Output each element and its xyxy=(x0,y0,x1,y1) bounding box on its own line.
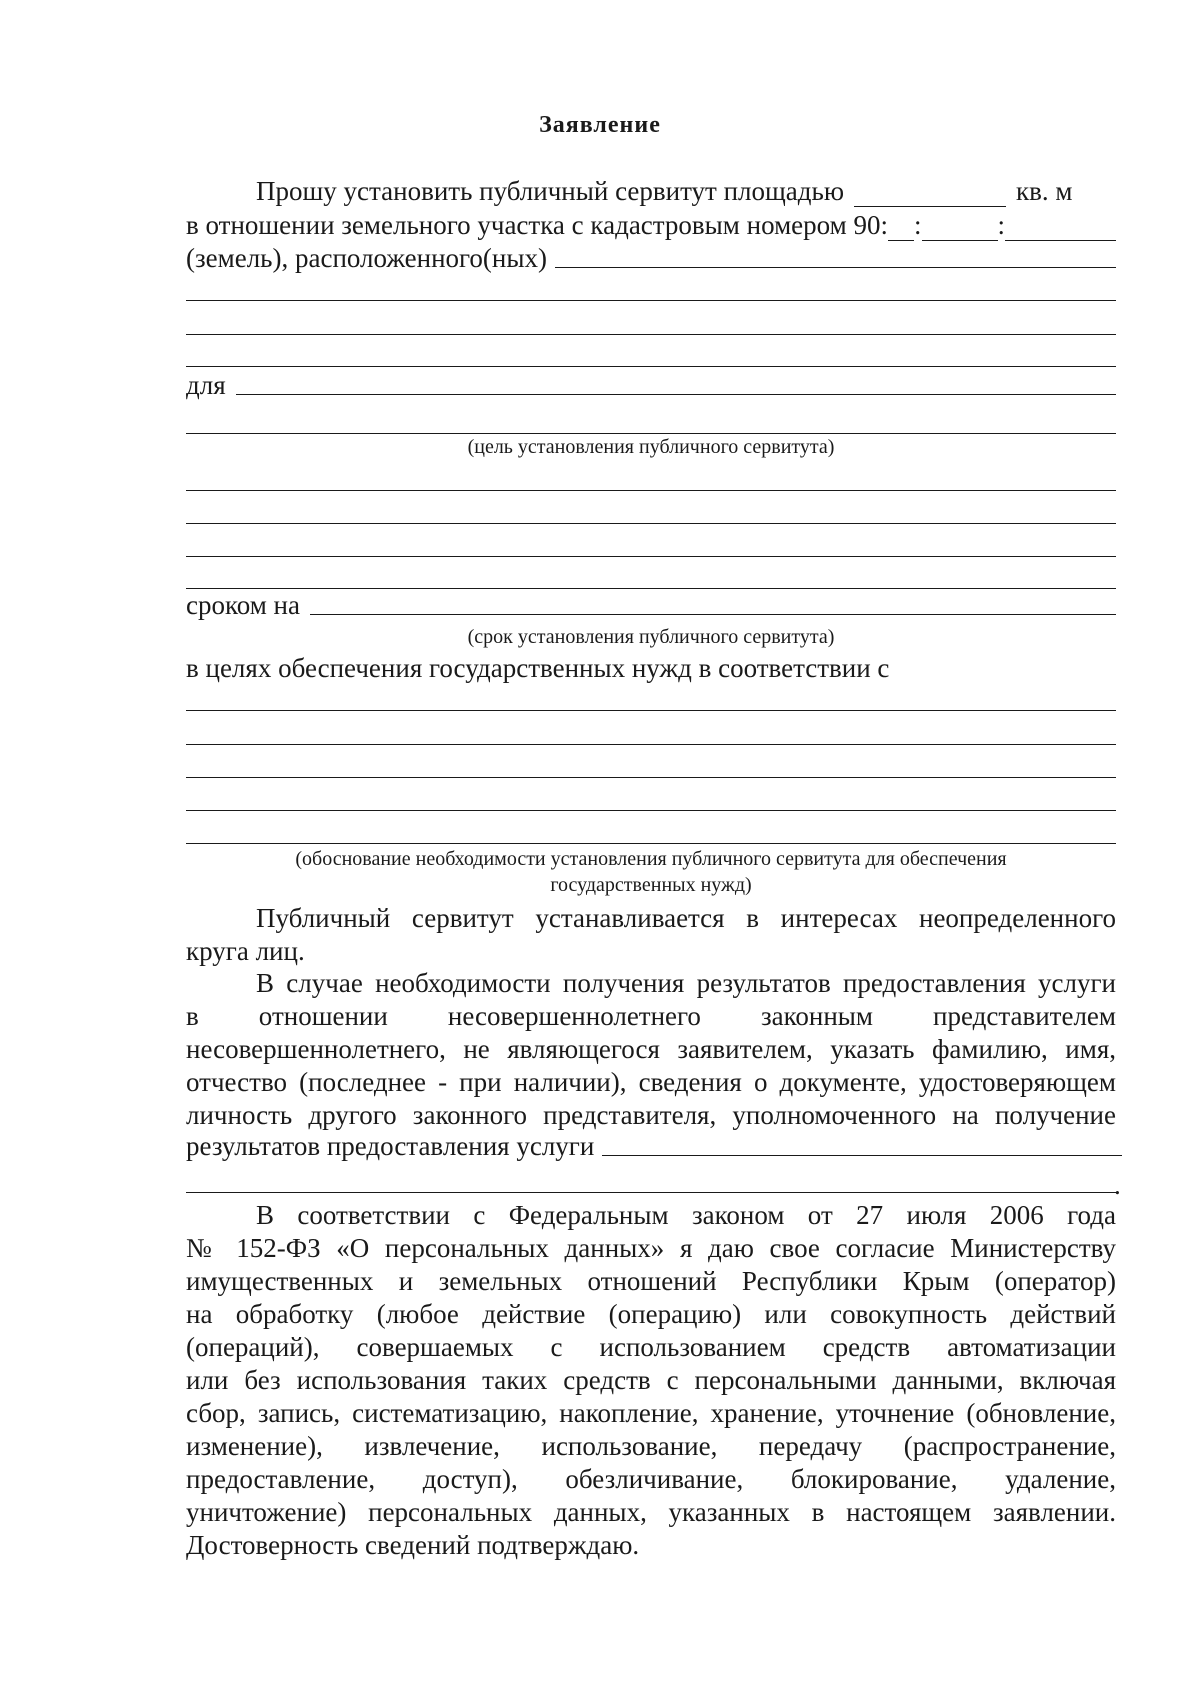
paragraph-line: на обработку (любое действие (операцию) или совокупность действий xyxy=(186,1299,1116,1329)
representative-field[interactable] xyxy=(602,1155,1122,1156)
paragraph-line: имущественных и земельных отношений Республики Крым (оператор) xyxy=(186,1266,1116,1296)
purpose-line[interactable] xyxy=(186,588,1116,589)
justification-line[interactable] xyxy=(186,710,1116,711)
cadastral-row xyxy=(186,210,1116,241)
paragraph-line: В соответствии с Федеральным законом от 27 июля 2006 года xyxy=(256,1200,1116,1230)
paragraph-line: круга лиц. xyxy=(186,936,305,966)
area-field[interactable] xyxy=(854,184,1006,207)
justification-caption: государственных нужд) xyxy=(550,874,752,896)
purpose-line[interactable] xyxy=(186,490,1116,491)
paragraph-line: сбор, запись, систематизацию, накопление, хранение, уточнение (обновление, xyxy=(186,1398,1116,1428)
area-unit: кв. м xyxy=(1016,176,1073,206)
purpose-line[interactable] xyxy=(186,433,1116,434)
paragraph-line: в отношении несовершеннолетнего законным представителем xyxy=(186,1001,1116,1031)
cadastral-field-3[interactable] xyxy=(1005,218,1116,241)
cadastral-label: в отношении земельного участка с кадастровым номером 90: xyxy=(186,210,888,240)
paragraph-line: № 152-ФЗ «О персональных данных» я даю свое согласие Министерству xyxy=(186,1233,1116,1263)
term-row xyxy=(186,590,1116,621)
location-line[interactable] xyxy=(186,334,1116,335)
location-row xyxy=(186,243,1116,274)
cadastral-field-2[interactable] xyxy=(922,218,998,241)
purpose-label: для xyxy=(186,370,226,400)
paragraph-line: отчество (последнее - при наличии), сведения о документе, удостоверяющем xyxy=(186,1067,1116,1097)
term-field[interactable] xyxy=(310,614,1116,615)
location-label: (земель), расположенного(ных) xyxy=(186,243,548,273)
paragraph-line: личность другого законного представителя, уполномоченного на получение xyxy=(186,1100,1116,1130)
needs-line: в целях обеспечения государственных нужд в соответствии с xyxy=(186,653,890,683)
paragraph-line: Публичный сервитут устанавливается в интересах неопределенного xyxy=(256,903,1116,933)
justification-line[interactable] xyxy=(186,777,1116,778)
term-label: сроком на xyxy=(186,590,300,620)
purpose-field[interactable] xyxy=(236,394,1116,395)
location-line[interactable] xyxy=(186,366,1116,367)
term-caption: (срок установления публичного сервитута) xyxy=(467,626,835,648)
justification-caption: (обоснование необходимости установления публичного сервитута для обеспечения xyxy=(295,848,1007,870)
page-title: Заявление xyxy=(539,112,661,138)
paragraph-line: Достоверность сведений подтверждаю. xyxy=(186,1530,640,1560)
paragraph-line: предоставление, доступ), обезличивание, блокирование, удаление, xyxy=(186,1464,1116,1494)
cadastral-separator: : xyxy=(997,210,1006,240)
paragraph-line: (операций), совершаемых с использованием средств автоматизации xyxy=(186,1332,1116,1362)
representative-label: результатов предоставления услуги xyxy=(186,1131,595,1161)
purpose-line[interactable] xyxy=(186,556,1116,557)
justification-line[interactable] xyxy=(186,744,1116,745)
paragraph-line: несовершеннолетнего, не являющегося заявителем, указать фамилию, имя, xyxy=(186,1034,1116,1064)
area-label: Прошу установить публичный сервитут площадью xyxy=(256,176,845,206)
paragraph-line: уничтожение) персональных данных, указанных в настоящем заявлении. xyxy=(186,1497,1116,1527)
paragraph-line: изменение), извлечение, использование, передачу (распространение, xyxy=(186,1431,1116,1461)
representative-line[interactable] xyxy=(186,1192,1116,1193)
purpose-row xyxy=(186,370,1116,401)
paragraph-line: или без использования таких средств с персональными данными, включая xyxy=(186,1365,1116,1395)
justification-line[interactable] xyxy=(186,810,1116,811)
purpose-caption: (цель установления публичного сервитута) xyxy=(467,436,835,458)
justification-line[interactable] xyxy=(186,843,1116,844)
location-line[interactable] xyxy=(186,300,1116,301)
representative-row xyxy=(186,1131,1122,1162)
cadastral-field-1[interactable] xyxy=(888,218,914,241)
line-end-dot: . xyxy=(1114,1170,1121,1200)
cadastral-separator: : xyxy=(913,210,922,240)
purpose-line[interactable] xyxy=(186,523,1116,524)
location-field[interactable] xyxy=(555,267,1116,268)
paragraph-line: В случае необходимости получения результатов предоставления услуги xyxy=(256,968,1116,998)
area-row xyxy=(186,176,1116,207)
